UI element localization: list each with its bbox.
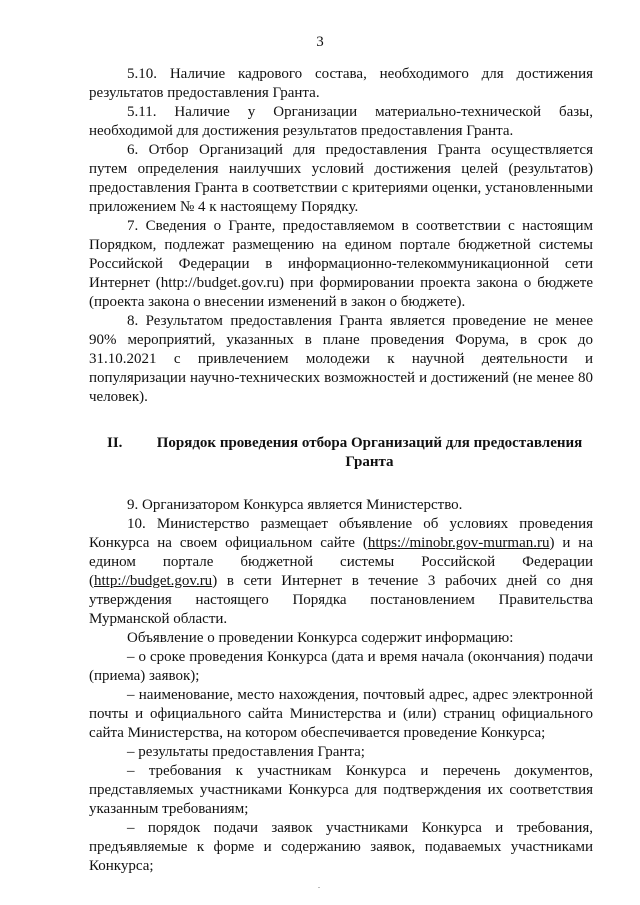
paragraph-6: 6. Отбор Организаций для предоставления Гранта осуществляется путем определения наилучших условий достижения целей (результатов) предоставления Гранта в соответствии с критериями оценки, установленными приложением № 4 к настоящему Порядку. [89,142,593,215]
paragraph-10-part-1: 10. Министерство размещает объявление об условиях проведения Конкурса на своем официальном сайте ( [89,516,593,551]
paragraph-7: 7. Сведения о Гранте, предоставляемом в соответствии с настоящим Порядком, подлежат размещению на едином портале бюджетной системы Российской Федерации в информационно-телекоммуникационной сети Интернет (http://budget.gov.ru) при формировании проекта закона о бюджете (проекта закона о внесении изменений в закон о бюджете). [89,218,593,310]
paragraph-5-10: 5.10. Наличие кадрового состава, необходимого для достижения результатов предоставления Гранта. [89,66,593,101]
list-item: – о сроке проведения Конкурса (дата и время начала (окончания) подачи (приема) заявок); [89,649,593,684]
paragraph-10-part-3: ) в сети Интернет в течение 3 рабочих дней со дня утверждения настоящего Порядка постановлением Правительства Мурманской области. [89,573,593,627]
paragraph-5-11: 5.11. Наличие у Организации материально-технической базы, необходимой для достижения результатов предоставления Гранта. [89,104,593,139]
document-body [89,65,593,876]
scan-artifact-dot [318,887,320,888]
paragraph-8: 8. Результатом предоставления Гранта является проведение не менее 90% мероприятий, указанных в плане проведения Форума, в срок до 31.10.2021 с привлечением молодежи к научной деятельности и популяризации научно-технических возможностей и достижений (не менее 80 человек). [89,313,593,405]
list-item: – требования к участникам Конкурса и перечень документов, представляемых участниками Конкурса для подтверждения их соответствия указанным требованиям; [89,763,593,817]
paragraph-10-part-2: ) и на едином портале бюджетной системы Российской Федерации ( [89,535,593,589]
section-number: II. [107,435,123,451]
announcement-intro: Объявление о проведении Конкурса содержит информацию: [127,630,514,646]
section-title: Порядок проведения отбора Организаций для предоставления Гранта [156,435,583,470]
paragraph-10 [89,515,593,629]
section-heading [89,434,593,472]
list-item: – порядок подачи заявок участниками Конкурса и требования, предъявляемые к форме и содержанию заявок, подаваемых участниками Конкурса; [89,820,593,874]
list-item: – результаты предоставления Гранта; [127,744,365,760]
paragraph-9: 9. Организатором Конкурса является Министерство. [127,497,463,513]
ministry-site-link[interactable]: https://minobr.gov-murman.ru [367,535,550,551]
budget-portal-link[interactable]: http://budget.gov.ru [94,573,213,589]
page-number: 3 [316,34,324,50]
list-item: – наименование, место нахождения, почтовый адрес, адрес электронной почты и официального сайта Министерства и (или) страниц официального сайта Министерства, на котором обеспечивается проведение Конкурса; [89,687,593,741]
